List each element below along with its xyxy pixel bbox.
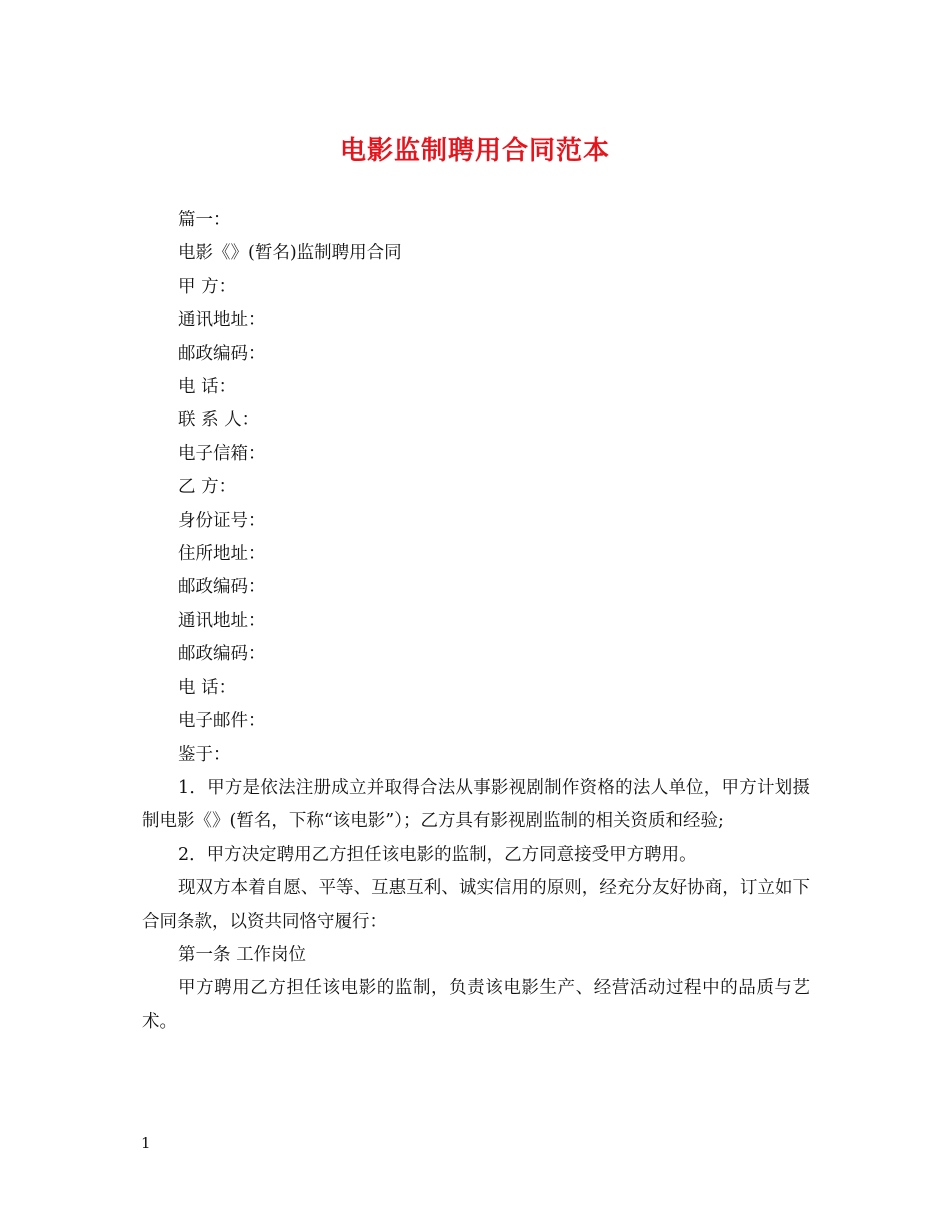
party-a-email-field: 电子信箱： bbox=[178, 443, 266, 464]
party-b-residence-field: 住所地址： bbox=[178, 544, 266, 565]
article-1-paragraph: 甲方聘用乙方担任该电影的监制，负责该电影生产、经营活动过程中的品质与艺术。 bbox=[142, 978, 810, 1032]
party-b-postcode-field-2: 邮政编码： bbox=[178, 644, 266, 665]
party-a-phone-field: 电 话： bbox=[178, 377, 237, 398]
recital-paragraph-1: 1．甲方是依法注册成立并取得合法从事影视剧制作资格的法人单位，甲方计划摄制电影《》(暂名，下称“该电影”）；乙方具有影视剧监制的相关资质和经验; bbox=[142, 777, 810, 832]
whereas-label: 鉴于： bbox=[178, 744, 231, 765]
contract-name: 电影《》(暂名)监制聘用合同 bbox=[178, 243, 402, 264]
article-1-heading: 第一条 工作岗位 bbox=[178, 944, 307, 965]
party-b-email-field: 电子邮件： bbox=[178, 711, 266, 732]
document-title: 电影监制聘用合同范本 bbox=[339, 136, 610, 166]
section-label: 篇一： bbox=[178, 210, 231, 230]
agreement-paragraph: 现双方本着自愿、平等、互惠互利、诚实信用的原则，经充分友好协商，订立如下合同条款，以资共同恪守履行： bbox=[142, 878, 810, 932]
recital-paragraph-2: 2．甲方决定聘用乙方担任该电影的监制，乙方同意接受甲方聘用。 bbox=[178, 844, 697, 865]
document-body bbox=[142, 204, 810, 1039]
party-a-contact-field: 联 系 人： bbox=[178, 410, 260, 431]
party-a-label: 甲 方： bbox=[178, 276, 237, 297]
page-number: 1 bbox=[141, 1134, 151, 1152]
party-a-postcode-field: 邮政编码： bbox=[178, 343, 266, 364]
party-b-phone-field: 电 话： bbox=[178, 677, 237, 698]
party-b-address-field: 通讯地址： bbox=[178, 610, 266, 631]
party-b-id-field: 身份证号： bbox=[178, 510, 266, 531]
party-b-postcode-field: 邮政编码： bbox=[178, 577, 266, 598]
party-b-label: 乙 方： bbox=[178, 477, 237, 498]
party-a-address-field: 通讯地址： bbox=[178, 310, 266, 331]
